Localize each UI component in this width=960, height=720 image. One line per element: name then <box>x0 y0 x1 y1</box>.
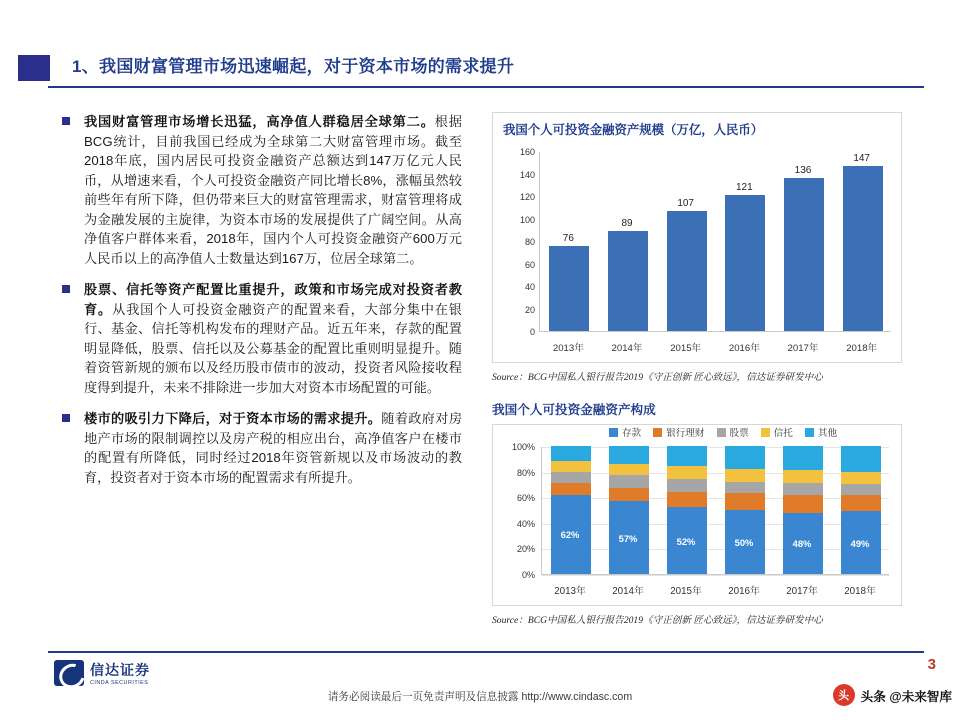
bar-chart-bar <box>725 195 765 331</box>
stacked-chart-plot <box>493 425 901 605</box>
stacked-chart-segment <box>725 446 765 469</box>
header-accent-square <box>18 55 50 81</box>
stacked-chart-x-tick: 2013年 <box>554 586 586 597</box>
stacked-chart-data-label: 52% <box>676 535 696 547</box>
bar-chart-y-tick: 120 <box>519 192 535 202</box>
bar-chart-bar <box>784 178 824 331</box>
stacked-chart-data-label: 48% <box>792 538 812 550</box>
stacked-chart-y-tick: 100% <box>511 442 535 452</box>
stacked-chart-y-tick: 40% <box>516 518 535 529</box>
bar-chart-title: 我国个人可投资金融资产规模（万亿，人民币） <box>503 123 764 137</box>
bar-chart-y-tick: 100 <box>519 214 535 225</box>
stacked-chart-segment <box>783 446 823 470</box>
stacked-chart-source: Source：BCG中国私人银行报告2019《守正创新 匠心致远》，信达证券研发中心 <box>492 615 823 626</box>
stacked-chart-segment <box>609 475 649 488</box>
stacked-chart-segment <box>725 482 765 494</box>
stacked-chart-column <box>725 446 765 574</box>
stacked-chart-data-label: 50% <box>734 537 754 548</box>
stacked-chart-segment <box>667 492 707 507</box>
logo-mark-icon <box>54 660 84 686</box>
gridline <box>542 447 889 448</box>
stacked-chart-segment <box>783 470 823 483</box>
bar-chart-value-label: 89 <box>621 217 633 229</box>
gridline <box>542 498 889 499</box>
stacked-chart-legend-item <box>805 425 837 439</box>
legend-label: 银行理财 <box>666 428 705 439</box>
stacked-chart-y-tick: 60% <box>516 493 535 504</box>
legend-label: 股票 <box>729 428 749 439</box>
bar-chart-value-label: 76 <box>562 232 574 244</box>
bar-chart-x-tick: 2016年 <box>728 343 760 354</box>
legend-label: 其他 <box>817 428 838 439</box>
stacked-chart-segment <box>783 495 823 513</box>
bullet-square-icon <box>62 285 70 293</box>
gridline <box>542 549 889 550</box>
bar-chart-bar <box>608 231 648 331</box>
bar-chart-y-tick: 40 <box>524 282 535 292</box>
stacked-chart-x-tick: 2018年 <box>844 586 876 597</box>
paragraph-2 <box>62 280 462 397</box>
legend-label: 存款 <box>621 428 642 439</box>
stacked-chart-segment <box>609 446 649 464</box>
stacked-chart-card <box>492 424 902 606</box>
legend-swatch-icon <box>717 428 726 437</box>
paragraph-1-lead: 我国财富管理市场增长迅猛，高净值人群稳居全球第二。 <box>84 114 435 129</box>
bullet-square-icon <box>62 117 70 125</box>
stacked-chart-segment <box>841 446 881 472</box>
bar-chart-value-label: 121 <box>735 181 753 193</box>
gridline <box>542 473 889 474</box>
watermark-label: 头条 @未来智库 <box>860 689 952 704</box>
bar-chart-bar <box>549 246 589 332</box>
stacked-chart-x-tick: 2016年 <box>728 586 760 597</box>
stacked-chart-data-label: 49% <box>850 537 870 549</box>
stacked-chart-segment <box>783 483 823 495</box>
stacked-chart-column <box>783 446 823 574</box>
disclaimer-text: 请务必阅读最后一页免责声明及信息披露 http://www.cindasc.com <box>327 691 633 703</box>
stacked-chart-segment <box>841 495 881 512</box>
gridline <box>542 524 889 525</box>
company-logo <box>54 660 150 686</box>
bar-chart-y-tick: 0 <box>529 327 535 337</box>
legend-label: 信托 <box>773 428 793 439</box>
bar-chart-y-tick: 80 <box>524 237 535 247</box>
page-number: 3 <box>927 656 936 673</box>
stacked-chart-y-tick: 20% <box>516 544 535 555</box>
bar-chart-bar <box>843 166 883 331</box>
stacked-chart-segment <box>551 446 591 461</box>
bar-chart-x-tick: 2013年 <box>552 343 584 354</box>
stacked-chart-segment <box>551 461 591 471</box>
bar-chart-y-tick: 160 <box>519 147 535 157</box>
body-text-column <box>62 112 462 499</box>
paragraph-1-body: 根据BCG统计，目前我国已经成为全球第二大财富管理市场。截至2018年底，国内居民可投资金融资产总额达到147万亿元人民币，从增速来看，个人可投资金融资产同比增长8%，涨幅虽然较前些年有所下降，但仍带来巨大的财富管理需求，财富管理将成为金融发展的主旋律，为资本市场的发展提供了广阔空间。从高净值客户群体来看，2018年，国内个人可投资金融资产600万元人民币以上的高净值人士数量达到167万，位居全球第二。 <box>84 114 462 266</box>
bar-chart-y-tick: 60 <box>524 259 535 270</box>
footer-divider <box>48 651 924 653</box>
stacked-chart-segment <box>667 466 707 479</box>
stacked-chart-column <box>841 446 881 574</box>
bullet-square-icon <box>62 414 70 422</box>
stacked-chart-segment <box>841 484 881 494</box>
bar-chart-y-tick: 140 <box>519 169 535 180</box>
paragraph-2-lead: 股票、信托等资产配置比重提升，政策和市场完成对投资者教育。 <box>84 282 462 317</box>
paragraph-2-body: 从我国个人可投资金融资产的配置来看，大部分集中在银行、基金、信托等机构发布的理财产品。近五年来，存款的配置明显降低，股票、信托以及公募基金的配置比重则明显提升。随着资管新规的颁布以及经历股市债市的波动，投资者风险接收程度得到提升，未来不排除进一步加大对资本市场配置的可能。 <box>84 301 462 395</box>
stacked-chart-segment <box>609 488 649 501</box>
stacked-chart-section-title: 我国个人可投资金融资产构成 <box>492 403 656 417</box>
stacked-chart-column <box>667 446 707 574</box>
bar-chart-x-tick: 2018年 <box>846 343 878 354</box>
logo-english-name: CINDA SECURITIES <box>90 680 149 686</box>
paragraph-3-lead: 楼市的吸引力下降后，对于资本市场的需求提升。 <box>84 411 382 426</box>
stacked-chart-legend-item <box>653 425 704 439</box>
header-divider <box>48 86 924 88</box>
paragraph-2-text <box>84 280 462 397</box>
stacked-chart-x-tick: 2014年 <box>612 586 644 597</box>
paragraph-3-text <box>84 409 462 487</box>
gridline <box>542 575 889 576</box>
legend-swatch-icon <box>653 428 662 437</box>
watermark-badge-icon: 头 <box>833 684 855 706</box>
stacked-chart-y-tick: 0% <box>521 570 535 580</box>
stacked-chart-segment <box>667 446 707 466</box>
watermark <box>833 684 952 706</box>
stacked-chart-legend-item <box>609 425 641 439</box>
stacked-chart-x-tick: 2015年 <box>670 586 702 597</box>
bar-chart-value-label: 136 <box>794 165 812 176</box>
stacked-chart-segment <box>725 493 765 510</box>
bar-chart-y-tick: 20 <box>524 304 535 315</box>
legend-swatch-icon <box>761 428 770 437</box>
paragraph-3 <box>62 409 462 487</box>
charts-column <box>492 112 902 626</box>
stacked-chart-segment <box>551 472 591 484</box>
bar-chart-value-label: 107 <box>677 197 694 209</box>
stacked-chart-column <box>551 446 591 574</box>
bar-chart-x-tick: 2014年 <box>611 343 643 354</box>
stacked-chart-segment <box>609 464 649 476</box>
stacked-chart-data-label: 57% <box>618 532 638 544</box>
bar-chart-plot <box>493 140 901 362</box>
stacked-chart-legend <box>553 425 893 439</box>
stacked-chart-y-tick: 80% <box>516 467 535 478</box>
stacked-chart-legend-item <box>761 425 793 439</box>
logo-chinese-name: 信达证券 <box>90 662 150 678</box>
paragraph-3-body: 随着政府对房地产市场的限制调控以及房产税的相应出台，高净值客户在楼市的配置有所降低，同时经过2018年资管新规以及市场波动的教育，投资者对于资本市场的配置需求有所提升。 <box>84 411 463 485</box>
stacked-chart-column <box>609 446 649 574</box>
stacked-chart-x-tick: 2017年 <box>786 586 818 597</box>
stacked-chart-segment <box>667 479 707 492</box>
paragraph-1 <box>62 112 462 268</box>
stacked-chart-data-label: 62% <box>560 529 580 541</box>
bar-chart-bar <box>667 211 707 331</box>
bar-chart-card <box>492 112 902 363</box>
paragraph-1-text <box>84 112 462 268</box>
bar-chart-value-label: 147 <box>853 152 870 164</box>
page-title: 1、我国财富管理市场迅速崛起，对于资本市场的需求提升 <box>72 57 515 76</box>
bar-chart-x-tick: 2017年 <box>787 343 819 354</box>
stacked-chart-segment <box>725 469 765 482</box>
stacked-chart-legend-item <box>717 425 749 439</box>
bar-chart-x-tick: 2015年 <box>670 343 702 354</box>
stacked-chart-segment <box>551 483 591 495</box>
legend-swatch-icon <box>805 428 814 437</box>
legend-swatch-icon <box>609 428 618 437</box>
bar-chart-source: Source：BCG中国私人银行报告2019《守正创新 匠心致远》，信达证券研发中心 <box>492 372 823 383</box>
stacked-chart-segment <box>841 472 881 485</box>
stacked-chart-plot-area <box>541 447 889 575</box>
